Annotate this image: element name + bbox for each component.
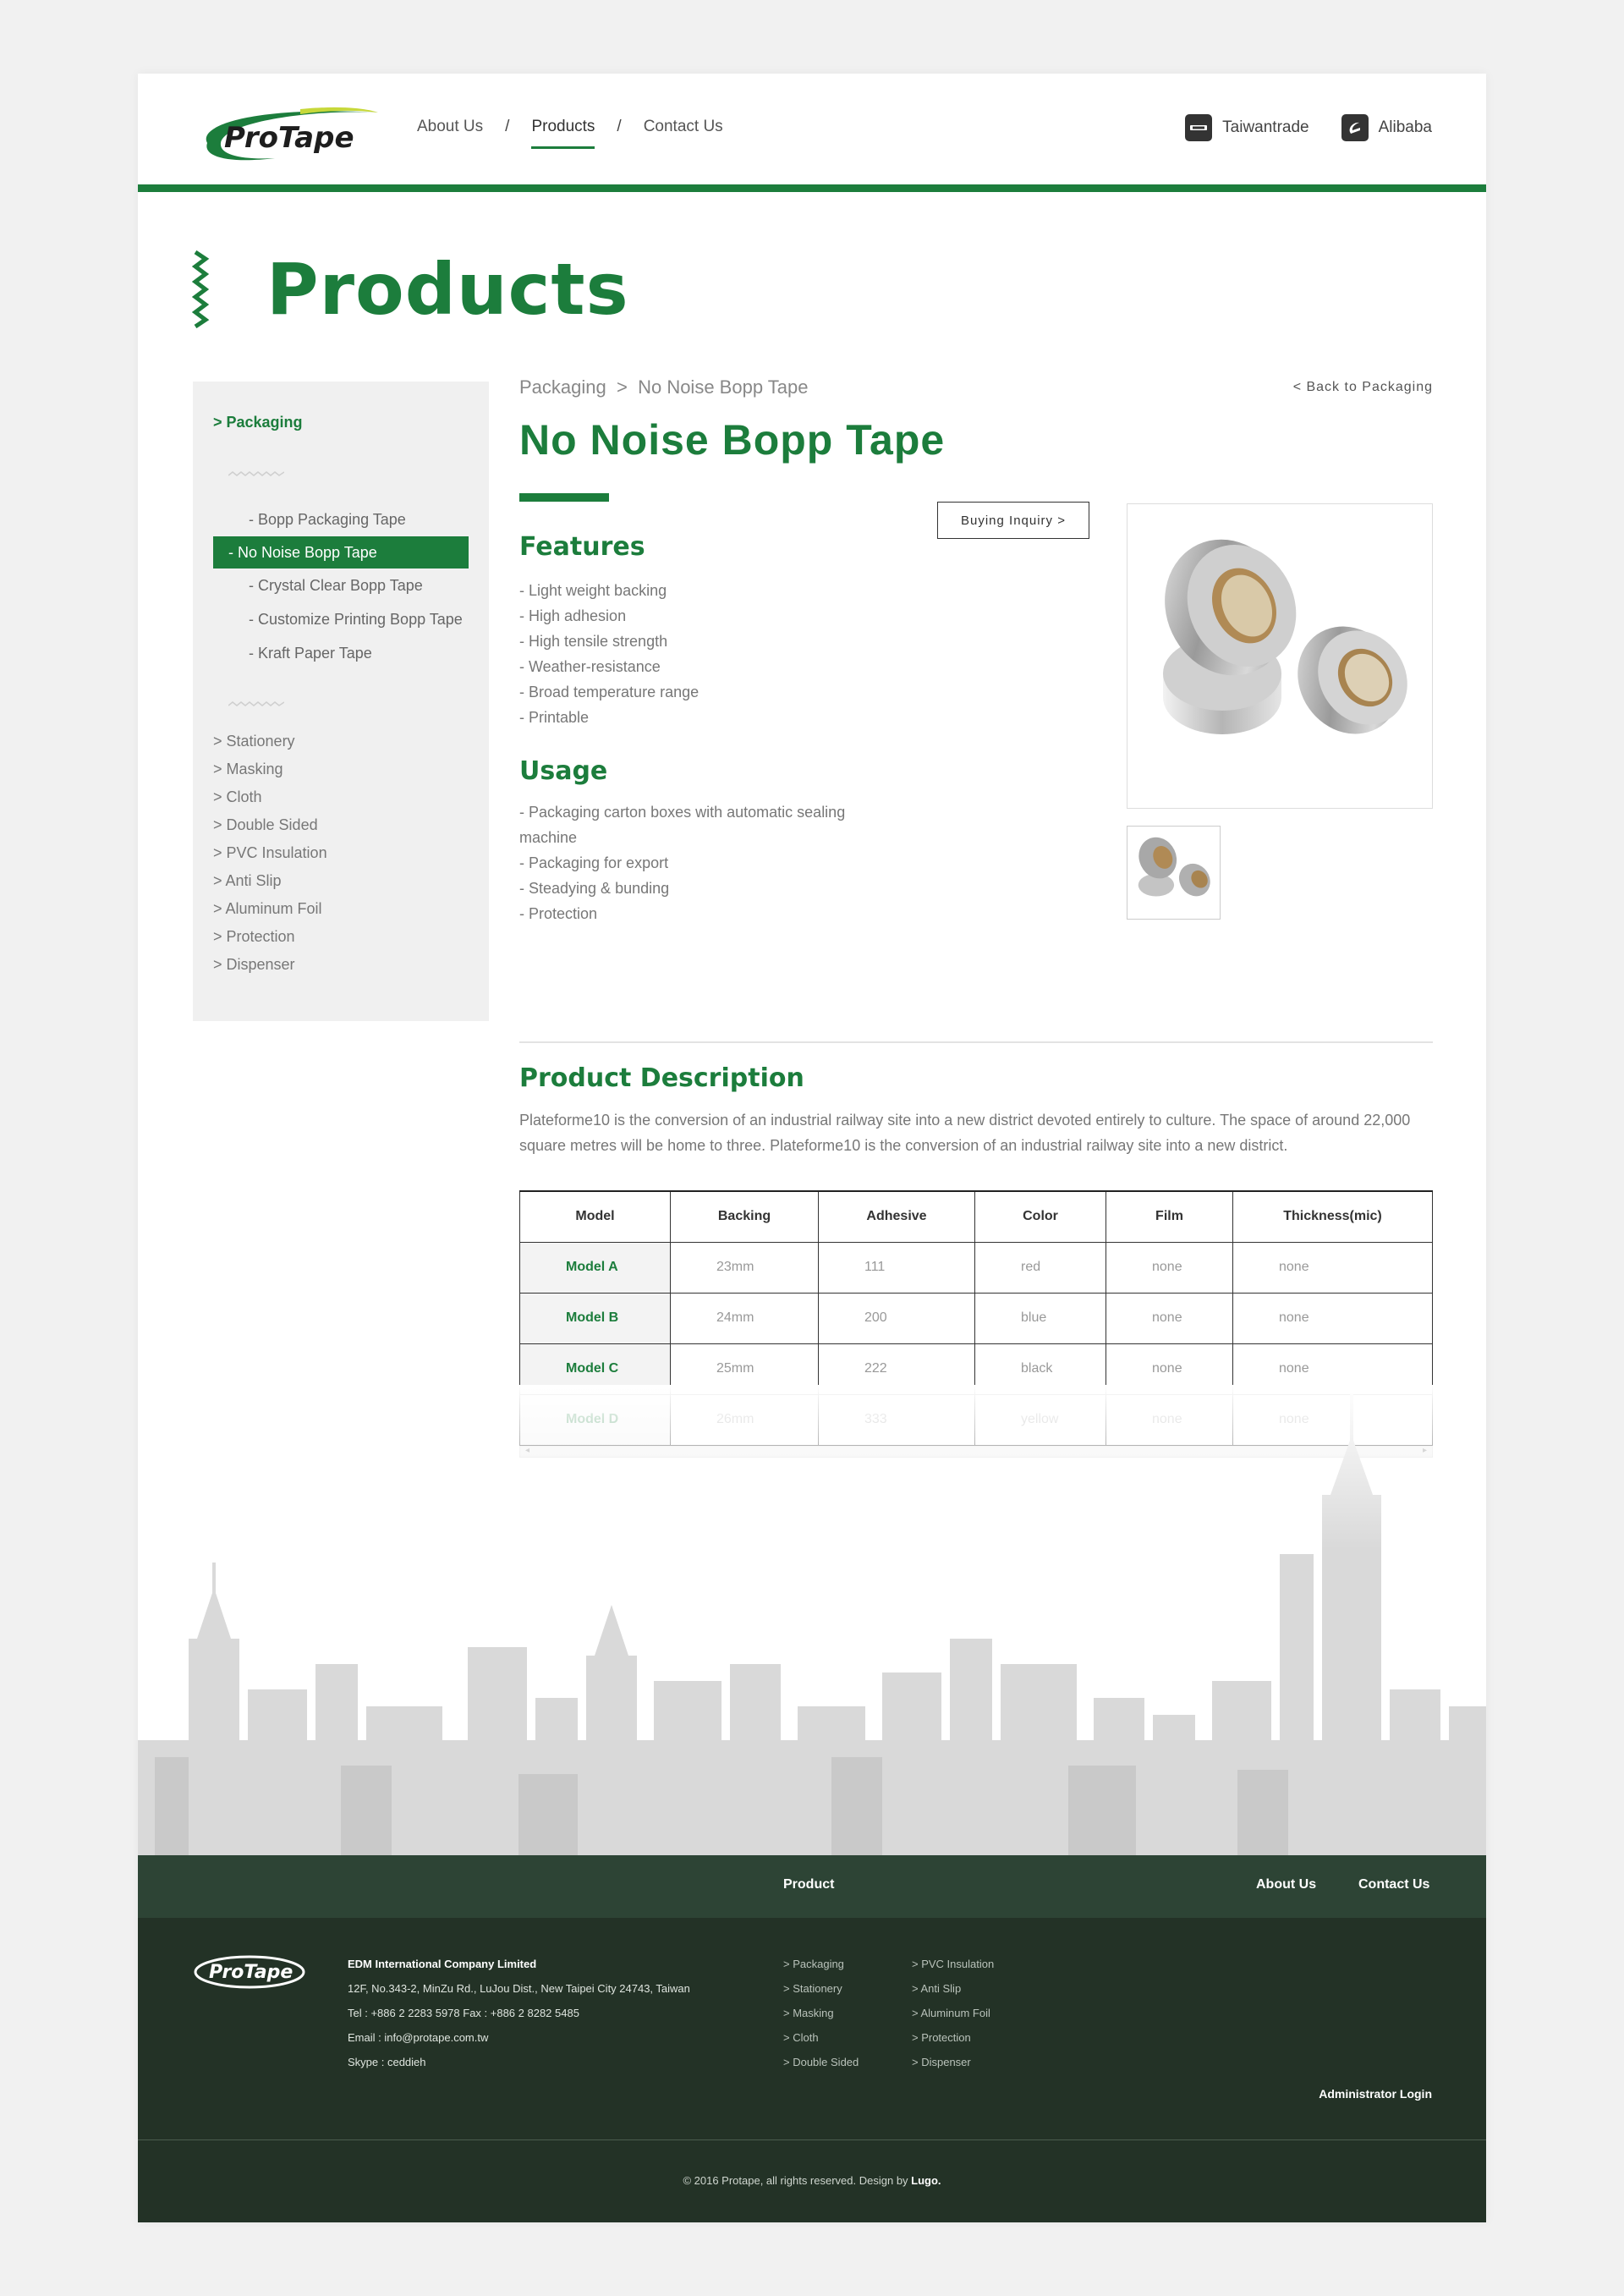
tape-rolls-image [1127,504,1432,808]
footer-divider [138,2139,1486,2140]
sidebar-item-masking[interactable]: > Masking [213,761,283,777]
breadcrumb-current: No Noise Bopp Tape [638,376,809,398]
footer-product-link[interactable]: > Protection [912,2031,971,2044]
col-header-model: Model [520,1191,671,1242]
table-cell: 25mm [671,1343,819,1394]
features-heading: Features [519,532,645,562]
table-row [520,1293,1433,1343]
table-cell: Model B [520,1293,671,1343]
back-to-packaging-link[interactable]: < Back to Packaging [1292,380,1433,394]
footer-product-link[interactable]: > Aluminum Foil [912,2007,990,2019]
sidebar-item-double-sided[interactable]: > Double Sided [213,816,318,833]
page-container [138,74,1486,2222]
sidebar-sub-list [193,503,489,670]
footer-product-link[interactable]: > PVC Insulation [912,1958,995,1970]
col-header-color: Color [975,1191,1106,1242]
list-item: - Packaging carton boxes with automatic sealing machine [519,804,846,846]
alibaba-link[interactable] [1341,114,1432,141]
city-skyline-background [138,1385,1486,1855]
sidebar-item-anti-slip[interactable]: > Anti Slip [213,872,282,889]
taiwantrade-link[interactable] [1185,114,1309,141]
administrator-login-link[interactable]: Administrator Login [1319,2087,1432,2101]
table-header-row [520,1191,1433,1242]
alibaba-label: Alibaba [1378,118,1432,136]
nav-about-us[interactable]: About Us [417,118,484,135]
breadcrumb [519,376,808,398]
usage-heading: Usage [519,756,608,786]
nav-separator: / [505,118,510,135]
footer-contact-link[interactable]: Contact Us [1358,1877,1430,1892]
footer-address: 12F, No.343-2, MinZu Rd., LuJou Dist., New Taipei City 24743, Taiwan [348,1982,690,1995]
copyright-text [138,2174,1486,2187]
features-list [519,578,699,730]
table-cell: 24mm [671,1293,819,1343]
col-header-adhesive: Adhesive [819,1191,975,1242]
list-item: - Broad temperature range [519,684,700,700]
list-item: - High tensile strength [519,633,668,650]
category-sidebar [193,382,489,1021]
col-header-film: Film [1106,1191,1233,1242]
table-cell: 23mm [671,1242,819,1293]
table-cell: none [1106,1293,1233,1343]
footer-product-link[interactable]: > Packaging [783,1958,844,1970]
breadcrumb-parent[interactable]: Packaging [519,376,606,398]
nav-contact-us[interactable]: Contact Us [643,118,723,135]
nav-products[interactable]: Products [531,118,595,149]
list-item: - Packaging for export [519,854,669,871]
title-underline [519,493,609,502]
sidebar-item-protection[interactable]: > Protection [213,928,295,945]
protape-logo[interactable] [190,99,385,167]
footer-nav-bar [138,1855,1486,1918]
table-cell: none [1233,1242,1433,1293]
footer-skype: Skype : ceddieh [348,2056,426,2068]
list-item: - Printable [519,709,590,726]
footer-product-links-col1 [783,1952,859,2074]
sidebar-category-list [193,728,489,979]
footer-phone: Tel : +886 2 2283 5978 Fax : +886 2 8282 5485 [348,2007,579,2019]
copyright-notice: © 2016 Protape, all rights reserved. Design by [683,2174,908,2187]
footer-contact-info [348,1952,690,2074]
sidebar-sub-item[interactable]: - Kraft Paper Tape [249,645,372,662]
list-item: - Protection [519,905,598,922]
table-row [520,1242,1433,1293]
wave-divider-icon [228,469,284,479]
product-thumbnail[interactable] [1127,826,1221,920]
table-cell: Model C [520,1343,671,1394]
product-title: No Noise Bopp Tape [519,416,946,464]
sidebar-item-pvc-insulation[interactable]: > PVC Insulation [213,844,327,861]
footer-product-links-col2 [912,1952,994,2074]
table-cell: 200 [819,1293,975,1343]
table-cell: none [1233,1343,1433,1394]
alibaba-icon [1341,114,1369,141]
footer-about-link[interactable]: About Us [1256,1877,1317,1892]
footer-product-link[interactable]: > Double Sided [783,2056,859,2068]
footer-product-link[interactable]: > Dispenser [912,2056,971,2068]
site-header [138,74,1486,192]
list-item: - Steadying & bunding [519,880,670,897]
col-header-backing: Backing [671,1191,819,1242]
breadcrumb-separator: > [616,376,628,398]
list-item: - Weather-resistance [519,658,661,675]
taiwantrade-label: Taiwantrade [1222,118,1309,136]
table-cell: 111 [819,1242,975,1293]
zigzag-icon [190,250,211,328]
sidebar-sub-item[interactable]: - Customize Printing Bopp Tape [249,611,463,628]
wave-divider-icon [228,699,284,709]
tape-rolls-thumbnail-image [1127,827,1220,919]
sidebar-item-dispenser[interactable]: > Dispenser [213,956,295,973]
footer-product-link[interactable]: > Masking [783,2007,834,2019]
external-links [1185,114,1432,141]
table-cell: none [1106,1242,1233,1293]
product-main-image[interactable] [1127,503,1433,809]
table-cell: black [975,1343,1106,1394]
sidebar-item-cloth[interactable]: > Cloth [213,788,262,805]
description-heading: Product Description [519,1063,804,1093]
taiwantrade-icon [1185,114,1212,141]
footer-product-link[interactable]: > Cloth [783,2031,819,2044]
designer-link[interactable]: Lugo. [911,2174,941,2187]
footer-company-name: EDM International Company Limited [348,1958,537,1970]
table-cell: none [1233,1293,1433,1343]
logo-text: ProTape [224,121,354,155]
table-cell: blue [975,1293,1106,1343]
footer-main [138,1918,1486,2222]
footer-product-link[interactable]: > Stationery [783,1982,842,1995]
main-nav [417,118,723,151]
table-cell: 222 [819,1343,975,1394]
section-divider [519,1041,1433,1043]
sidebar-item-aluminum-foil[interactable]: > Aluminum Foil [213,900,322,917]
col-header-thickness: Thickness(mic) [1233,1191,1433,1242]
page-title: Products [266,248,629,331]
sidebar-sub-item[interactable]: - Bopp Packaging Tape [249,511,406,528]
sidebar-sub-item[interactable]: - Crystal Clear Bopp Tape [249,577,423,594]
sidebar-main-category[interactable]: > Packaging [213,414,303,431]
footer-logo-text: ProTape [209,1962,294,1983]
table-cell: none [1106,1343,1233,1394]
list-item: - High adhesion [519,607,627,624]
footer-protape-logo[interactable] [190,1950,309,1992]
table-cell: red [975,1242,1106,1293]
description-text: Plateforme10 is the conversion of an industrial railway site into a new district devoted entirely to culture. The space of around 22,000 square metres will be home to three. Plateforme10 is the conversion of an industrial railway site into a new district. [519,1112,1411,1154]
footer-product-heading: Product [783,1877,835,1892]
footer-email[interactable]: Email : info@protape.com.tw [348,2031,489,2044]
page-title-block [190,247,629,332]
list-item: - Light weight backing [519,582,667,599]
buying-inquiry-button[interactable]: Buying Inquiry > [937,502,1089,539]
footer-product-link[interactable]: > Anti Slip [912,1982,962,1995]
sidebar-sub-item-active[interactable]: - No Noise Bopp Tape [213,536,469,569]
usage-list [519,799,875,926]
nav-separator: / [617,118,622,135]
table-cell: Model A [520,1242,671,1293]
sidebar-item-stationery[interactable]: > Stationery [213,733,295,750]
